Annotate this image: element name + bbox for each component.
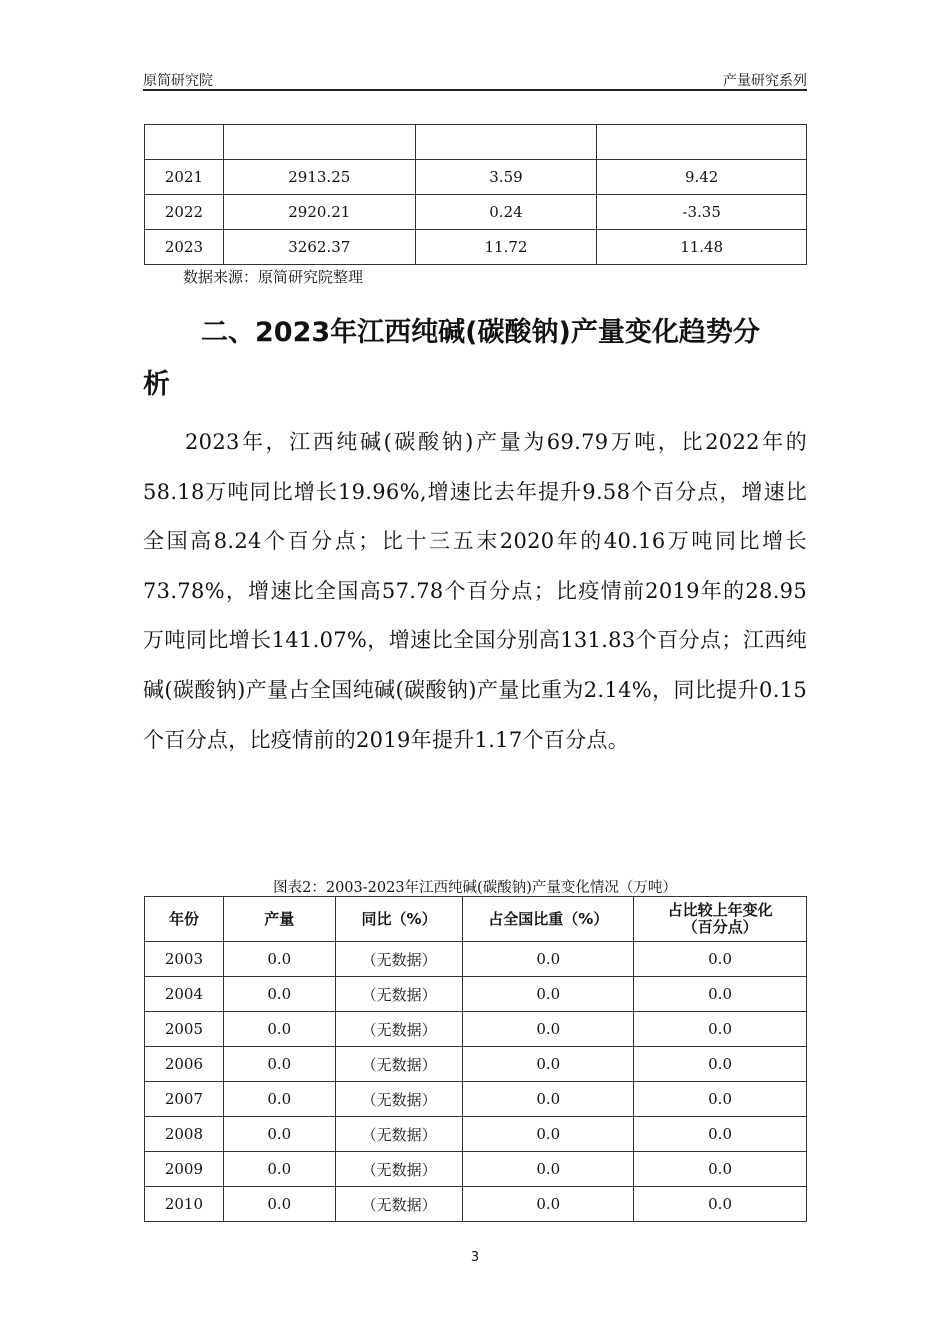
table-cell: （无数据）: [335, 1012, 463, 1047]
section-title-cont: 析: [143, 369, 170, 400]
table-cell: 0.0: [634, 1152, 807, 1187]
table-cell: 0.0: [634, 1082, 807, 1117]
table-row: [145, 125, 807, 160]
table-cell: 11.48: [597, 230, 807, 265]
table-row: [145, 1187, 807, 1222]
table-row: [145, 195, 807, 230]
table-cell: 2022: [145, 195, 224, 230]
column-header: 占全国比重（%）: [463, 897, 634, 942]
table-cell: 0.0: [634, 942, 807, 977]
table-cell: 2010: [145, 1187, 224, 1222]
table-cell: 11.72: [415, 230, 597, 265]
table-cell: 0.0: [223, 1047, 335, 1082]
table-row: [145, 942, 807, 977]
table-cell: 2008: [145, 1117, 224, 1152]
section-title: 二、2023年江西纯碱(碳酸钠)产量变化趋势分: [201, 317, 760, 348]
table-cell: 2009: [145, 1152, 224, 1187]
column-header: 占比较上年变化（百分点）: [634, 897, 807, 942]
table-row: [145, 1152, 807, 1187]
table-cell: 0.0: [463, 1047, 634, 1082]
table-cell: 2004: [145, 977, 224, 1012]
column-header: 同比（%）: [335, 897, 463, 942]
table-cell: 0.0: [223, 1152, 335, 1187]
table-cell: 3.59: [415, 160, 597, 195]
table-cell: 2006: [145, 1047, 224, 1082]
header-org: 原简研究院: [143, 73, 213, 89]
column-header: 产量: [223, 897, 335, 942]
table-row: [145, 230, 807, 265]
table-cell: [597, 125, 807, 160]
production-table-continued: [144, 124, 807, 265]
table-cell: 2005: [145, 1012, 224, 1047]
table-cell: [223, 125, 415, 160]
table-cell: 0.0: [634, 1187, 807, 1222]
table-cell: （无数据）: [335, 1152, 463, 1187]
table-cell: 3262.37: [223, 230, 415, 265]
table-cell: 0.0: [634, 1012, 807, 1047]
data-source-note: 数据来源：原简研究院整理: [183, 268, 364, 286]
table-header-row: [145, 897, 807, 942]
table-cell: 0.0: [223, 1117, 335, 1152]
table-cell: （无数据）: [335, 1047, 463, 1082]
table-row: [145, 1082, 807, 1117]
table-cell: （无数据）: [335, 1082, 463, 1117]
analysis-paragraph: 2023年，江西纯碱(碳酸钠)产量为69.79万吨，比2022年的58.18万吨同比增长19.96%,增速比去年提升9.58个百分点，增速比全国高8.24个百分点；比十三五末2020年的40.16万吨同比增长73.78%，增速比全国高57.78个百分点；比疫情前2019年的28.95万吨同比增长141.07%，增速比全国分别高131.83个百分点；江西纯碱(碳酸钠)产量占全国纯碱(碳酸钠)产量比重为2.14%，同比提升0.15个百分点，比疫情前的2019年提升1.17个百分点。: [143, 430, 807, 752]
page-number: 3: [470, 1250, 480, 1265]
table-cell: （无数据）: [335, 1187, 463, 1222]
table-row: [145, 160, 807, 195]
table-cell: （无数据）: [335, 977, 463, 1012]
table-row: [145, 977, 807, 1012]
jiangxi-production-table: [144, 896, 807, 1222]
table-cell: （无数据）: [335, 942, 463, 977]
table-cell: -3.35: [597, 195, 807, 230]
table-cell: 0.24: [415, 195, 597, 230]
table-row: [145, 1047, 807, 1082]
table-cell: 2003: [145, 942, 224, 977]
table-cell: 2913.25: [223, 160, 415, 195]
table-cell: 0.0: [223, 977, 335, 1012]
table-caption: 图表2：2003-2023年江西纯碱(碳酸钠)产量变化情况（万吨）: [273, 880, 677, 896]
table-cell: 0.0: [463, 1152, 634, 1187]
table-cell: 0.0: [223, 1012, 335, 1047]
column-header: 年份: [145, 897, 224, 942]
table-cell: [415, 125, 597, 160]
table-cell: 0.0: [634, 977, 807, 1012]
table-cell: 9.42: [597, 160, 807, 195]
header-series: 产量研究系列: [723, 73, 807, 89]
table-cell: 0.0: [634, 1047, 807, 1082]
table-cell: [145, 125, 224, 160]
table-cell: 0.0: [463, 1012, 634, 1047]
table-cell: 2920.21: [223, 195, 415, 230]
page-header: [143, 70, 807, 91]
table-row: [145, 1117, 807, 1152]
table-cell: 0.0: [223, 1082, 335, 1117]
table-cell: 2021: [145, 160, 224, 195]
table-row: [145, 1012, 807, 1047]
table-cell: 0.0: [463, 977, 634, 1012]
table-cell: 2007: [145, 1082, 224, 1117]
table-cell: 0.0: [223, 942, 335, 977]
table-cell: 0.0: [223, 1187, 335, 1222]
table-cell: 0.0: [634, 1117, 807, 1152]
table-cell: 0.0: [463, 942, 634, 977]
table-cell: 0.0: [463, 1117, 634, 1152]
table-cell: 0.0: [463, 1082, 634, 1117]
table-cell: 0.0: [463, 1187, 634, 1222]
table-cell: 2023: [145, 230, 224, 265]
table-cell: （无数据）: [335, 1117, 463, 1152]
